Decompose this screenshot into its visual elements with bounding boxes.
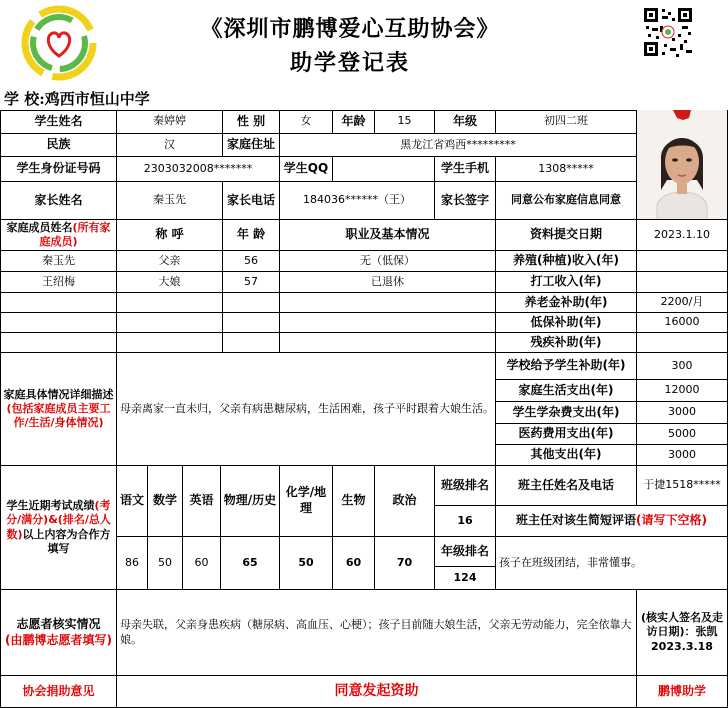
name-label: 学生姓名 [0, 110, 117, 134]
subject-score: 65 [221, 537, 280, 590]
member-job: 无（低保） [280, 251, 496, 272]
finance-value: 3000 [637, 445, 728, 466]
member-empty-cell [280, 293, 496, 313]
finance-value: 2200/月 [637, 293, 728, 313]
grade-value: 初四二班 [496, 110, 637, 134]
student-photo [637, 110, 728, 220]
situation-label: 家庭具体情况详细描述(包括家庭成员主要工作/生活/身体情况) [0, 353, 117, 466]
subject-score: 60 [333, 537, 375, 590]
volunteer-sign: (核实人签名及走访日期)：张凯 2023.3.18 [637, 590, 728, 676]
qr-code-icon [642, 6, 694, 76]
member-empty-row [0, 333, 117, 353]
teacher-value: 于捷1518***** [637, 466, 728, 506]
subject-header: 政治 [375, 466, 435, 537]
id-value: 2303032008******* [117, 157, 280, 182]
finance-label: 学生学杂费支出(年) [496, 402, 637, 424]
member-age: 56 [223, 251, 280, 272]
subject-header: 语文 [117, 466, 148, 537]
class-rank-value: 16 [435, 506, 496, 537]
member-empty-row [0, 293, 117, 313]
subject-score: 50 [148, 537, 183, 590]
volunteer-label: 志愿者核实情况 (由鹏博志愿者填写) [0, 590, 117, 676]
finance-label: 养老金补助(年) [496, 293, 637, 313]
grade-rank-label: 年级排名 [435, 537, 496, 567]
subject-header: 英语 [183, 466, 221, 537]
finance-value: 16000 [637, 313, 728, 333]
id-label: 学生身份证号码 [0, 157, 117, 182]
member-empty-cell [117, 313, 223, 333]
gender-label: 性 别 [223, 110, 280, 134]
address-label: 家庭住址 [223, 134, 280, 157]
teacher-comment: 孩子在班级团结，非常懂事。 [496, 537, 728, 590]
finance-value [637, 272, 728, 293]
comment-label: 班主任对该生简短评语(请写下空格) [496, 506, 728, 537]
subject-score: 70 [375, 537, 435, 590]
grade-label: 年级 [435, 110, 496, 134]
form-header [0, 0, 728, 88]
finance-value: 300 [637, 353, 728, 380]
association-logo [18, 4, 100, 82]
subject-header: 数学 [148, 466, 183, 537]
age-value: 15 [375, 110, 435, 134]
subject-score: 50 [280, 537, 333, 590]
finance-label: 打工收入(年) [496, 272, 637, 293]
member-name: 秦玉先 [0, 251, 117, 272]
phone-label: 学生手机 [435, 157, 496, 182]
family-job-header: 职业及基本情况 [280, 220, 496, 251]
finance-value: 12000 [637, 380, 728, 402]
subject-header: 生物 [333, 466, 375, 537]
sign-label: 家长签字 [435, 182, 496, 220]
finance-label: 家庭生活支出(年) [496, 380, 637, 402]
member-empty-cell [280, 313, 496, 333]
family-age-header: 年 龄 [223, 220, 280, 251]
school-line: 学 校:鸡西市恒山中学 [4, 90, 150, 108]
qq-label: 学生QQ [280, 157, 333, 182]
ethnic-label: 民族 [0, 134, 117, 157]
finance-label: 低保补助(年) [496, 313, 637, 333]
member-age: 57 [223, 272, 280, 293]
member-job: 已退休 [280, 272, 496, 293]
volunteer-text: 母亲失联，父亲身患疾病（糖尿病、高血压、心梗）；孩子目前随大娘生活，父亲无劳动能力，完全依靠大娘。 [117, 590, 637, 676]
org-name: 鹏博助学 [637, 676, 728, 708]
phone-value: 1308***** [496, 157, 637, 182]
subject-score: 86 [117, 537, 148, 590]
exam-label: 学生近期考试成绩(考分/满分)&(排名/总人数)以上内容为合作方填写 [0, 466, 117, 590]
member-relation: 大娘 [117, 272, 223, 293]
opinion-value: 同意发起资助 [117, 676, 637, 708]
qq-value [333, 157, 435, 182]
member-empty-cell [223, 293, 280, 313]
subject-score: 60 [183, 537, 221, 590]
member-empty-cell [117, 333, 223, 353]
subject-header: 物理/历史 [221, 466, 280, 537]
member-empty-cell [223, 333, 280, 353]
finance-value: 5000 [637, 424, 728, 445]
finance-label: 其他支出(年) [496, 445, 637, 466]
student-name: 秦婷婷 [117, 110, 223, 134]
finance-label: 学校给予学生补助(年) [496, 353, 637, 380]
age-label: 年龄 [333, 110, 375, 134]
finance-label: 医药费用支出(年) [496, 424, 637, 445]
member-empty-cell [223, 313, 280, 333]
form-title: 《深圳市鹏博爱心互助协会》 [200, 16, 500, 42]
finance-label: 残疾补助(年) [496, 333, 637, 353]
submit-date-value: 2023.1.10 [637, 220, 728, 251]
submit-date-label: 资料提交日期 [496, 220, 637, 251]
parent-name: 秦玉先 [117, 182, 223, 220]
member-empty-cell [117, 293, 223, 313]
class-rank-label: 班级排名 [435, 466, 496, 506]
grade-rank-value: 124 [435, 567, 496, 590]
opinion-label: 协会捐助意见 [0, 676, 117, 708]
address-value: 黑龙江省鸡西********* [280, 134, 637, 157]
finance-label: 养殖(种植)收入(年) [496, 251, 637, 272]
teacher-label: 班主任姓名及电话 [496, 466, 637, 506]
member-empty-cell [280, 333, 496, 353]
parent-label: 家长姓名 [0, 182, 117, 220]
form-subtitle: 助学登记表 [289, 50, 410, 76]
parent-sign: 同意公布家庭信息同意 [496, 182, 637, 220]
subject-header: 化学/地理 [280, 466, 333, 537]
member-name: 王绍梅 [0, 272, 117, 293]
situation-text: 母亲离家一直未归，父亲有病患糖尿病，生活困难，孩子平时跟着大娘生活。 [117, 353, 496, 466]
finance-value: 3000 [637, 402, 728, 424]
finance-value [637, 251, 728, 272]
member-empty-row [0, 313, 117, 333]
ethnic-value: 汉 [117, 134, 223, 157]
family-name-header: 家庭成员姓名(所有家庭成员) [0, 220, 117, 251]
gender-value: 女 [280, 110, 333, 134]
family-relation-header: 称 呼 [117, 220, 223, 251]
parent-phone-label: 家长电话 [223, 182, 280, 220]
member-relation: 父亲 [117, 251, 223, 272]
finance-value [637, 333, 728, 353]
parent-phone-value: 184036******（王） [280, 182, 435, 220]
